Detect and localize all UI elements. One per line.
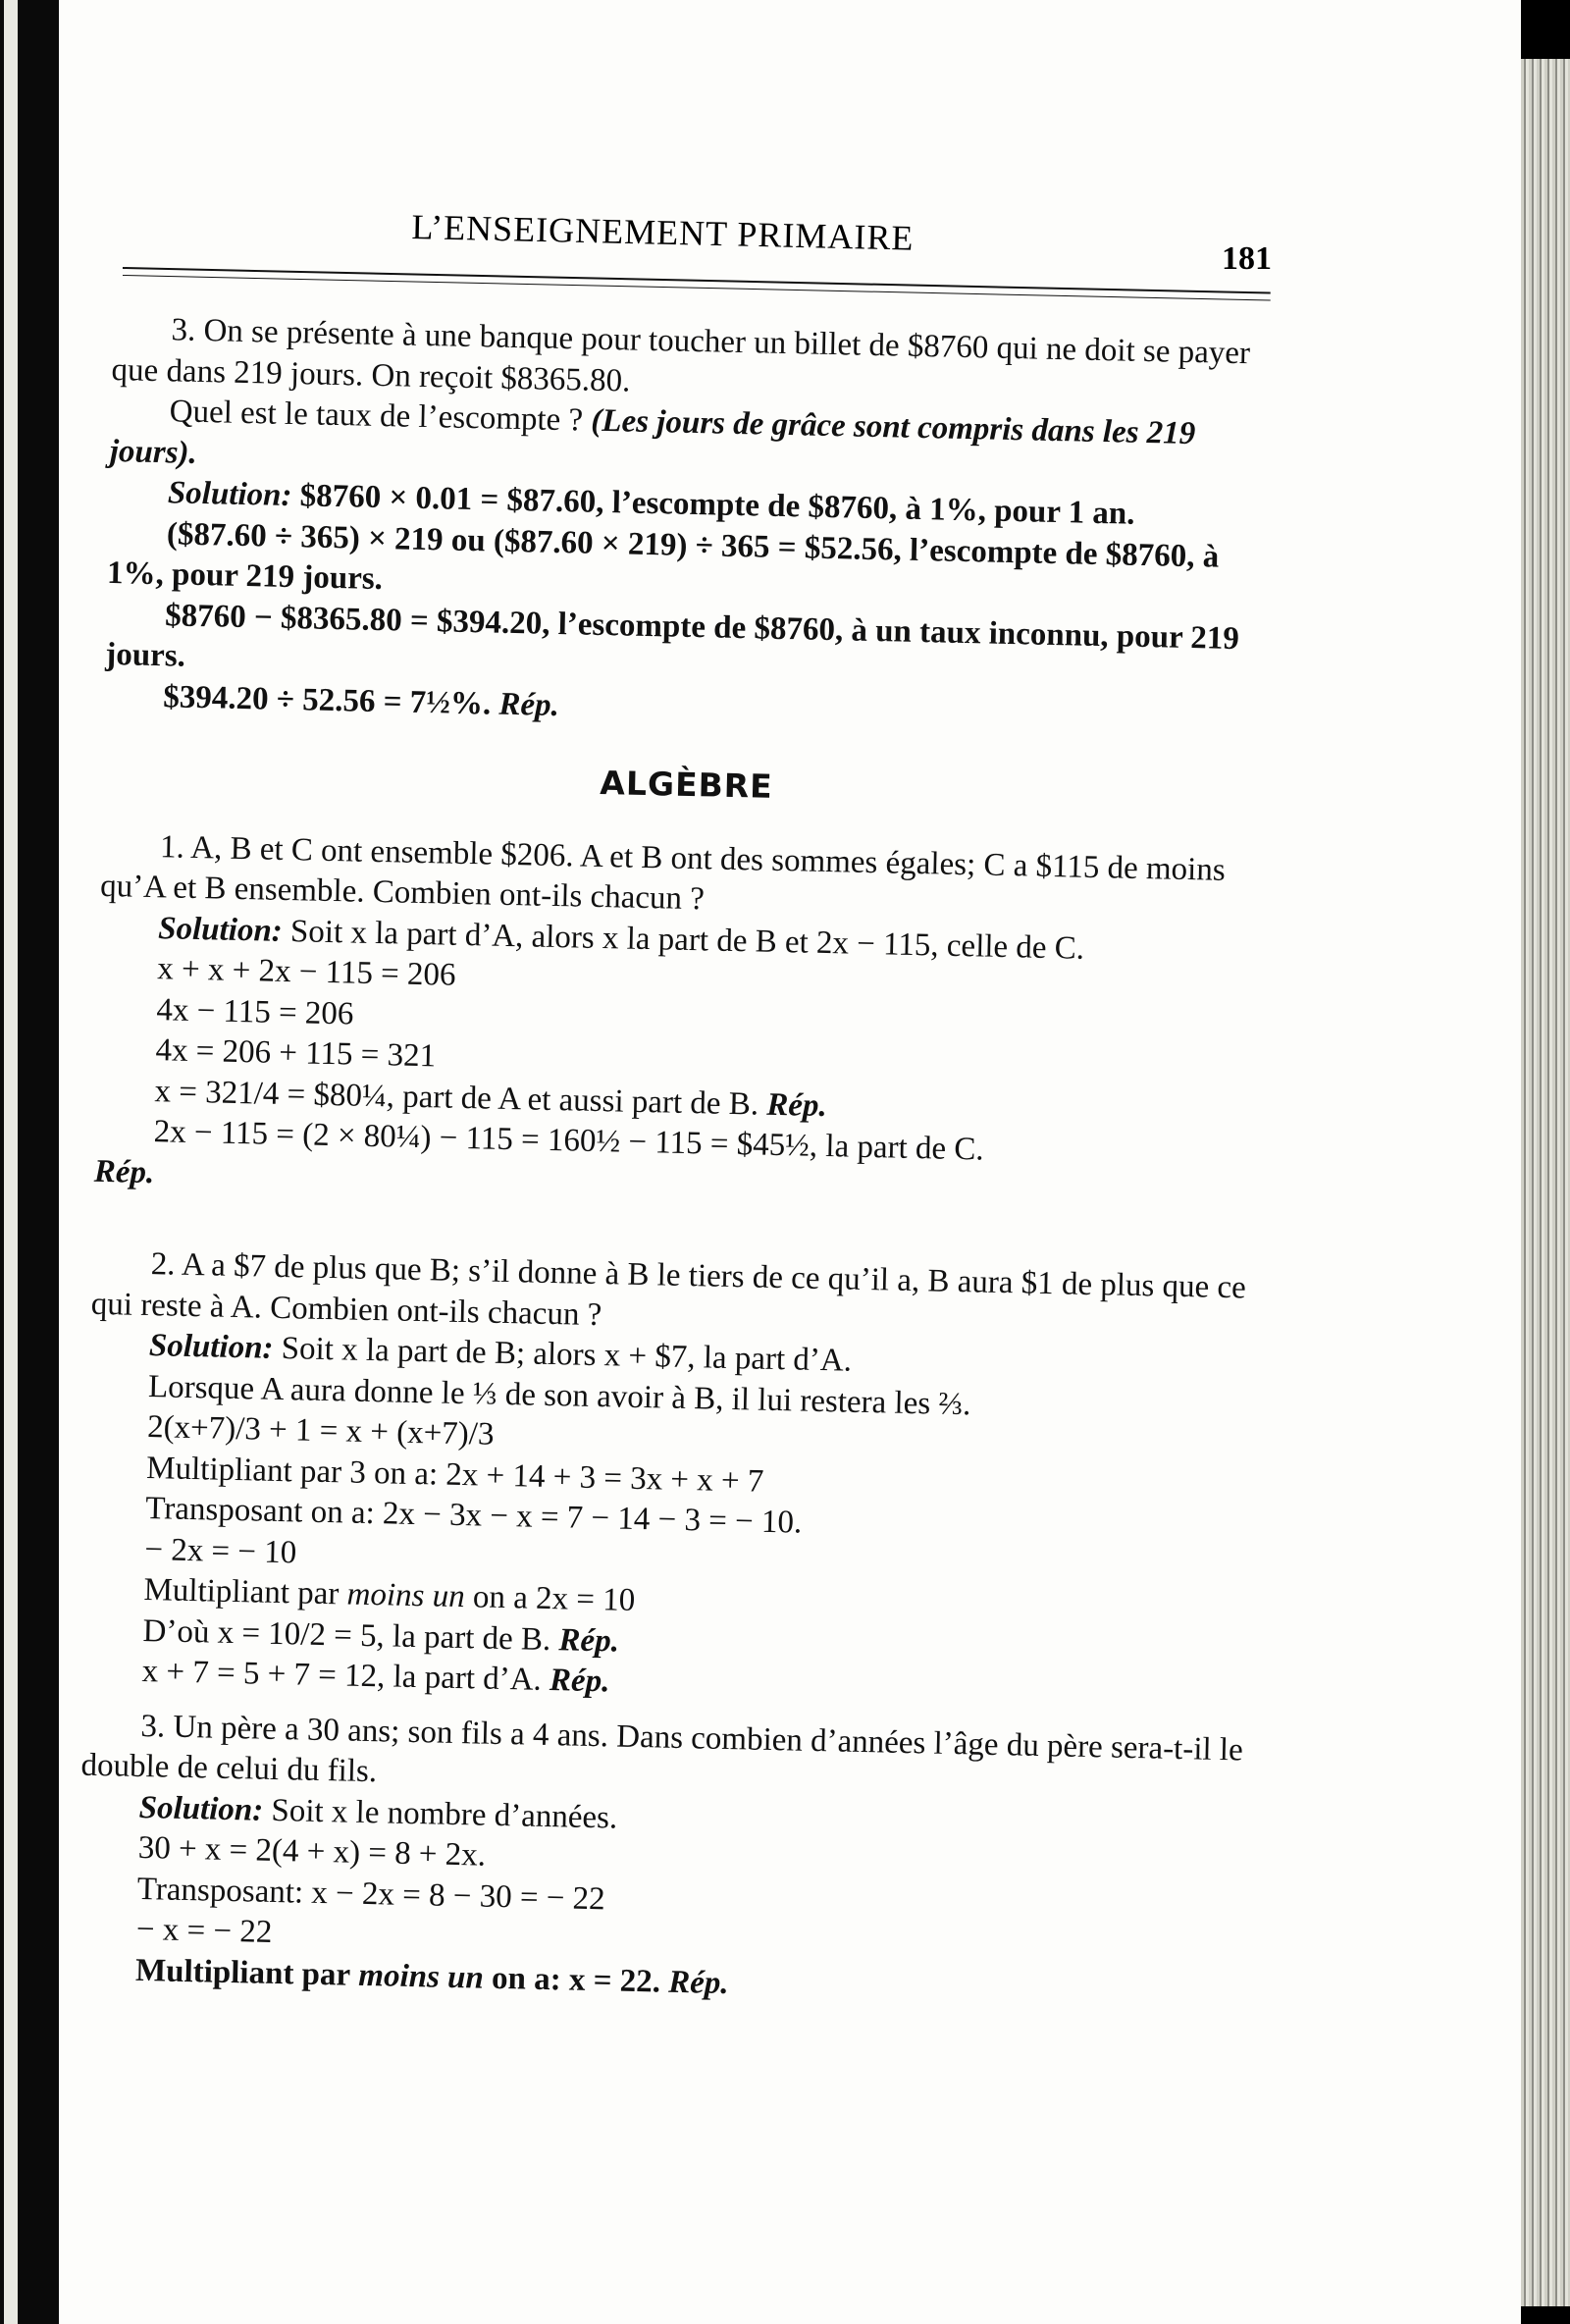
equation-text: on a 2x = 10	[472, 1579, 636, 1618]
answer-marker: Rép.	[549, 1663, 610, 1700]
solution-label: Solution:	[138, 1789, 264, 1828]
equation-line: 4x = 206 + 115 = 321	[155, 1032, 437, 1075]
page-number: 181	[1222, 240, 1272, 277]
solution-label: Solution:	[157, 910, 284, 949]
equation-line: Transposant on a: 2x − 3x − x = 7 − 14 − 3 = − 10.	[144, 1491, 803, 1541]
solution-text: $8760 × 0.01 = $87.60, l’escompte de $8760, à 1%, pour 1 an.	[299, 478, 1135, 532]
previous-page-edge	[4, 0, 18, 2324]
problem-statement: 1. A, B et C ont ensemble $206. A et B ont des sommes égales; C a $115 de moins qu’A et B ensemble. Combien ont-ils chacun ?	[99, 828, 1227, 918]
equation-text: x + 7 = 5 + 7 = 12, la part d’A.	[141, 1653, 543, 1698]
answer-marker: Rép.	[498, 686, 560, 723]
equation-text: 2x − 115 = (2 × 80¼) − 115 = 160½ − 115 = $45½, la part de C.	[153, 1114, 985, 1168]
question-text: Quel est le taux de l’escompte ?	[169, 394, 584, 439]
equation-text: Multipliant par	[143, 1572, 340, 1612]
answer-marker: Rép.	[765, 1086, 828, 1124]
equation-text: D’où x = 10/2 = 5, la part de B.	[142, 1612, 551, 1658]
equation-line: Transposant: x − 2x = 8 − 30 = − 22	[136, 1871, 606, 1917]
problem-algebra-2	[82, 1243, 1260, 1717]
equation-line: 30 + x = 2(4 + x) = 8 + 2x.	[137, 1829, 487, 1874]
page-header	[118, 206, 1276, 277]
solution-text: Soit x la part d’A, alors x la part de B et 2x − 115, celle de C.	[289, 913, 1085, 967]
solution-text: Soit x le nombre d’années.	[271, 1792, 618, 1836]
equation-line: 2(x+7)/3 + 1 = x + (x+7)/3	[146, 1409, 495, 1452]
equation-line: Multipliant par 3 on a: 2x + 14 + 3 = 3x + x + 7	[145, 1450, 764, 1500]
problem-algebra-1	[93, 825, 1269, 1217]
left-page-strip	[0, 0, 59, 2324]
solution-label: Solution:	[148, 1328, 274, 1366]
equation-line: Lorsque A aura donne le ⅓ de son avoir à B, il lui restera les ⅔.	[147, 1368, 971, 1422]
answer-marker: Rép.	[667, 1964, 730, 2001]
solution-text: $394.20 ÷ 52.56 = 7½%.	[163, 678, 492, 721]
problem-statement: 3. Un père a 30 ans; son fils a 4 ans. Dans combien d’années l’âge du père sera-t-il le double de celui du fils.	[80, 1708, 1244, 1790]
equation-line: x + x + 2x − 115 = 206	[156, 951, 456, 993]
problem-arithmetic-3	[104, 309, 1281, 742]
problem-note: (Les jours de grâce sont compris dans les 219 jours).	[109, 402, 1196, 471]
equation-line: 4x − 115 = 206	[156, 991, 354, 1032]
equation-text-italic: moins un	[346, 1576, 466, 1615]
page-stack-edges	[1521, 59, 1570, 2306]
problem-statement: 3. On se présente à une banque pour toucher un billet de $8760 qui ne doit se payer que dans 219 jours. On reçoit $8365.80.	[111, 312, 1251, 399]
equation-text: on a: x = 22.	[491, 1960, 661, 2000]
page-body	[77, 309, 1281, 2016]
solution-text: $8760 − $8365.80 = $394.20, l’escompte de $8760, à un taux inconnu, pour 219 jours.	[104, 597, 1240, 674]
solution-label: Solution:	[167, 475, 292, 514]
solution-text: Soit x la part de B; alors x + $7, la part d’A.	[281, 1331, 853, 1379]
equation-text: Multipliant par	[134, 1952, 351, 1993]
problem-statement: 2. A a $7 de plus que B; s’il donne à B le tiers de ce qu’il a, B aura $1 de plus que ce qui reste à A. Combien ont-ils chacun ?	[90, 1246, 1247, 1333]
section-heading: ALGÈBRE	[600, 763, 774, 806]
running-title: L’ENSEIGNEMENT PRIMAIRE	[411, 206, 915, 258]
equation-line: − 2x = − 10	[144, 1531, 297, 1570]
answer-marker: Rép.	[558, 1621, 620, 1660]
problem-algebra-3	[77, 1705, 1250, 2015]
equation-text: x = 321/4 = $80¼, part de A et aussi part de B.	[154, 1073, 759, 1123]
answer-marker: Rép.	[93, 1153, 155, 1190]
solution-text: ($87.60 ÷ 365) × 219 ou ($87.60 × 219) ÷ 365 = $52.56, l’escompte de $8760, à 1%, pour 219 jours.	[106, 515, 1220, 598]
equation-text-italic: moins un	[357, 1957, 485, 1996]
equation-line: − x = − 22	[135, 1911, 273, 1950]
